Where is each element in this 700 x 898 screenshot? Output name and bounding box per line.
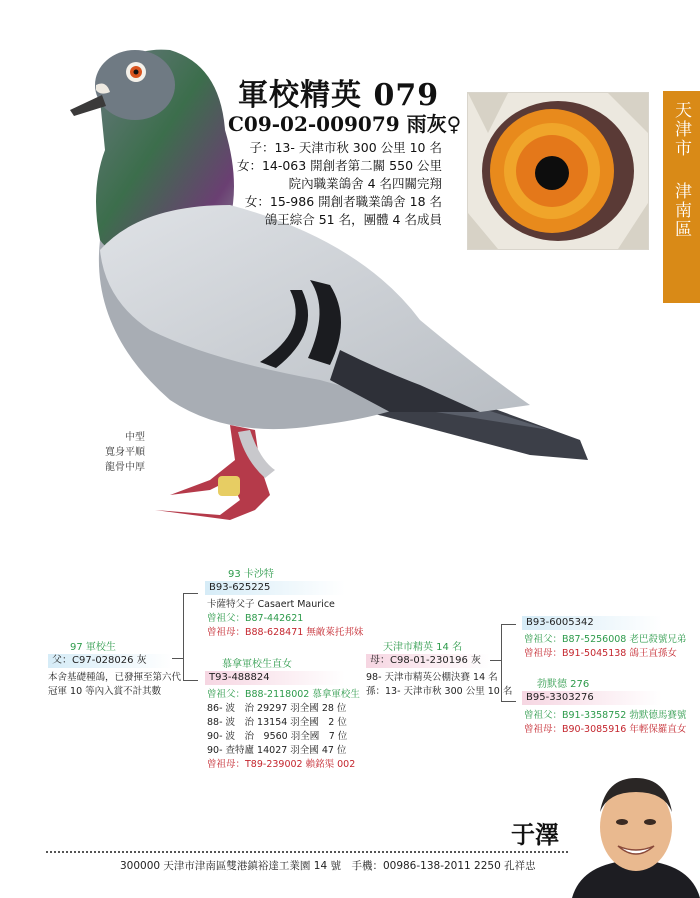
dam-ring-box: 母：C98-01-230196 灰 [366,654,490,668]
sire-note: 本舍基礎種鴿，已發揮至第六代 [48,672,182,683]
granddam-line: 86- 波 治 29297 羽全國 28 位 [207,703,347,714]
bracket-sire [183,593,198,681]
grandsire-line: 曾祖母：B88-628471 無敵萊托邦妹 [207,627,364,638]
granddam-line: 90- 波 治 9560 羽全國 7 位 [207,731,348,742]
result-line: 鴿王綜合 51 名，團體 4 名成員 [264,212,442,227]
result-line: 院內職業鴿舍 4 名四關完翔 [288,176,442,191]
dam-grandsire-ring-box: B93-6005342 [522,616,662,630]
grandsire-header: 93 卡沙特 [228,569,274,580]
body-type-notes [105,430,145,475]
pigeon-title: 軍校精英 079 [238,78,440,113]
owner-portrait [572,772,700,898]
granddam-line: 曾祖母：T89-239002 賴銘渠 002 [207,759,356,770]
dam-granddam-line: 曾祖父：B91-3358752 勃默德馬賽號 [524,710,687,721]
region-city: 天津市 [671,101,691,158]
bracket-dam-stem [490,660,501,661]
dam-grandsire-line: 曾祖父：B87-5256008 老巴殺號兄弟 [524,634,687,645]
owner-address: 300000 天津市津南區雙港鎮裕達工業園 14 號 手機：00986-138-2011 2250 孔祥忠 [120,860,536,872]
granddam-line: 曾祖父：B88-2118002 慕拿軍校生 [207,689,360,700]
dotted-divider [46,851,568,853]
granddam-line: 88- 波 治 13154 羽全國 2 位 [207,717,347,728]
ring-number: C09-02-009079 雨灰♀ [228,112,462,136]
region-district: 津南區 [671,182,691,239]
dam-granddam-line: 曾祖母：B90-3085916 年輕保羅直女 [524,724,687,735]
result-line: 女：15-986 開創者職業鴿舍 18 名 [244,194,442,209]
granddam-header: 慕拿軍校生直女 [222,659,292,670]
body-shape: 寬身平順 [105,447,145,458]
dam-granddam-ring-box: B95-3303276 [522,691,662,705]
keel-depth: 龍骨中厚 [105,462,145,473]
dam-grandsire-line: 曾祖母：B91-5045138 鴿王直孫女 [524,648,677,659]
eye-photo [467,92,649,250]
region-tab [663,91,700,303]
grandsire-line: 卡薩特父子 Casaert Maurice [207,599,335,610]
result-line: 女：14-063 開創者第二關 550 公里 [236,158,442,173]
grandsire-line: 曾祖父：B87-442621 [207,613,304,624]
dam-note: 孫：13- 天津市秋 300 公里 10 名 [366,686,513,697]
grandsire-ring-box: B93-625225 [205,581,345,595]
sire-note: 冠軍 10 等內入賞不計其數 [48,686,162,697]
owner-name: 于澤 [511,820,559,849]
sire-header: 97 軍校生 [70,642,116,653]
sire-ring-box: 父：C97-028026 灰 [48,654,172,668]
bracket-sire-stem [172,658,183,659]
granddam-line: 90- 查特廬 14027 羽全國 47 位 [207,745,347,756]
granddam-ring-box: T93-488824 [205,671,345,685]
body-size: 中型 [125,432,145,443]
dam-note: 98- 天津市精英公棚決賽 14 名 [366,672,498,683]
result-line: 子：13- 天津市秋 300 公里 10 名 [249,140,442,155]
dam-granddam-header: 勃默德 276 [537,679,590,690]
dam-header: 天津市精英 14 名 [383,642,463,653]
